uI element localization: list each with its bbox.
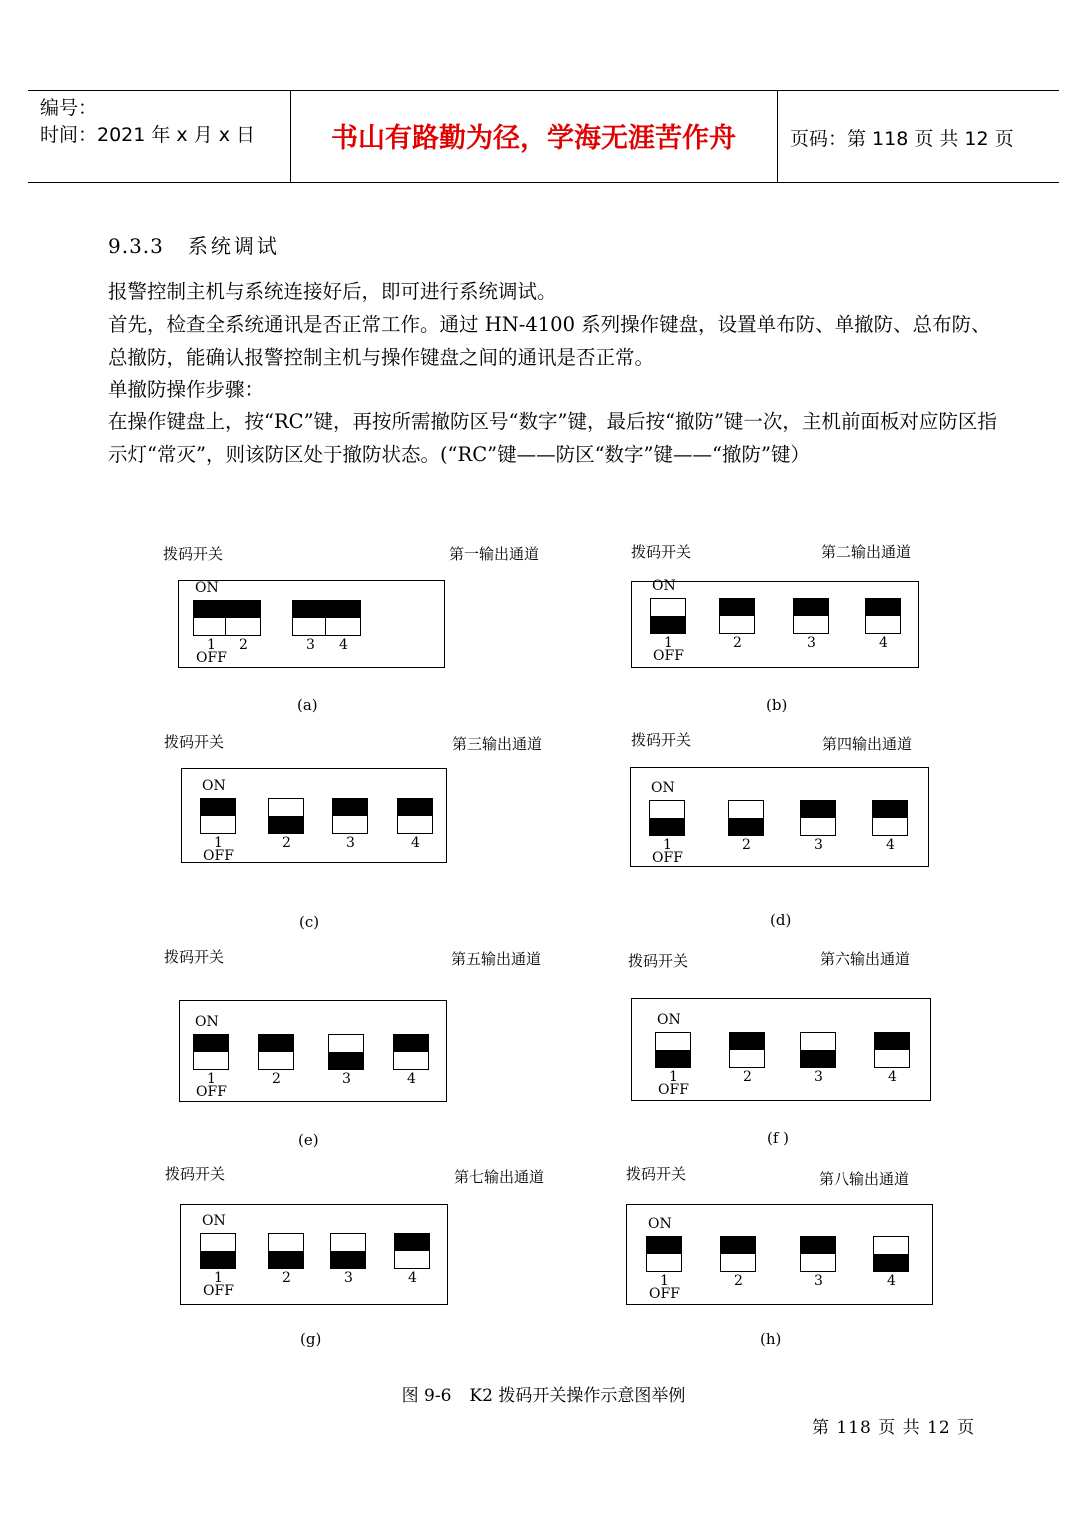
switch-lever [729,818,763,835]
channel-label: 第五输出通道 [451,950,542,968]
subfigure-caption: (d) [770,911,792,929]
switch-label: 拨码开关 [164,733,225,751]
section-number: 9.3.3 [108,234,164,258]
channel-label: 第三输出通道 [452,735,543,753]
dip-switch-2 [728,800,764,836]
subfigure-caption: (e) [298,1131,319,1149]
header-meta [40,95,255,149]
channel-label: 第六输出通道 [820,950,911,968]
switch-number: 1 [207,1071,216,1087]
switch-lever [194,601,228,618]
subfigure-caption: (c) [299,913,320,931]
subfigure-caption: (b) [766,696,788,714]
header-top-rule [28,90,1059,91]
switch-lever [801,1050,835,1067]
switch-lever [398,799,432,816]
page-footer: 第 118 页 共 12 页 [812,1418,976,1438]
switch-lever [395,1234,429,1251]
off-label: OFF [196,650,227,666]
dip-switch-2 [225,600,261,636]
dip-switch-2 [719,598,755,634]
on-label: ON [657,1012,681,1028]
dip-switch-4 [874,1032,910,1068]
switch-number: 3 [814,1273,823,1289]
dip-switch-4 [872,800,908,836]
switch-number: 2 [282,835,291,851]
switch-number: 2 [733,635,742,651]
dip-switch-4 [865,598,901,634]
switch-label: 拨码开关 [165,1165,226,1183]
switch-number: 3 [342,1071,351,1087]
switch-label: 拨码开关 [628,952,689,970]
switch-label: 拨码开关 [626,1165,687,1183]
switch-label: 拨码开关 [163,545,224,563]
on-label: ON [195,580,219,596]
switch-number: 1 [663,837,672,853]
switch-number: 3 [306,637,315,653]
switch-number: 1 [669,1069,678,1085]
switch-lever [194,1035,228,1052]
switch-number: 1 [664,635,673,651]
switch-lever [650,818,684,835]
switch-number: 1 [214,835,223,851]
switch-number: 1 [207,637,216,653]
switch-lever [656,1050,690,1067]
switch-number: 2 [272,1071,281,1087]
switch-number: 4 [339,637,348,653]
off-label: OFF [203,1283,234,1299]
switch-number: 2 [734,1273,743,1289]
switch-lever [333,799,367,816]
dip-switch-1 [655,1032,691,1068]
on-label: ON [202,1213,226,1229]
subfigure-caption: (g) [300,1330,322,1348]
dip-switch-4 [325,600,361,636]
switch-number: 4 [407,1071,416,1087]
off-label: OFF [203,848,234,864]
switch-lever [874,1254,908,1271]
switch-number: 2 [743,1069,752,1085]
switch-number: 4 [879,635,888,651]
paragraph: 首先，检查全系统通讯是否正常工作。通过 HN-4100 系列操作键盘，设置单布防、单撤防、总布防、总撤防，能确认报警控制主机与操作键盘之间的通讯是否正常。 [108,313,991,369]
switch-lever [730,1033,764,1050]
dip-switch-4 [393,1034,429,1070]
switch-number: 4 [886,837,895,853]
header-page-info: 页码：第 118 页 共 12 页 [790,128,1014,150]
off-label: OFF [653,648,684,664]
switch-number: 3 [807,635,816,651]
dip-switch-3 [292,600,328,636]
subfigure-caption: (f ) [767,1129,790,1147]
dip-switch-2 [258,1034,294,1070]
doc-number-label: 编号： [40,97,98,119]
on-label: ON [648,1216,672,1232]
switch-lever [394,1035,428,1052]
switch-lever [801,801,835,818]
switch-lever [201,1251,235,1268]
switch-number: 4 [411,835,420,851]
paragraph: 单撤防操作步骤： [108,378,265,401]
dip-switch-1 [649,800,685,836]
off-label: OFF [652,850,683,866]
dip-switch-3 [332,798,368,834]
dip-switch-2 [729,1032,765,1068]
dip-switch-3 [793,598,829,634]
figure-title: K2 拨码开关操作示意图举例 [469,1386,686,1406]
switch-number: 3 [346,835,355,851]
dip-switch-3 [800,1032,836,1068]
dip-switch-4 [394,1233,430,1269]
dip-switch-1 [200,1233,236,1269]
dip-switch-1 [646,1236,682,1272]
channel-label: 第四输出通道 [822,735,913,753]
switch-label: 拨码开关 [631,731,692,749]
section-title: 系统调试 [187,234,280,258]
switch-number: 4 [888,1069,897,1085]
switch-number: 4 [408,1270,417,1286]
subfigure-caption: (a) [297,696,318,714]
switch-lever [259,1035,293,1052]
switch-label: 拨码开关 [164,948,225,966]
off-label: OFF [658,1082,689,1098]
subfigure-caption: (h) [760,1330,782,1348]
switch-lever [647,1237,681,1254]
switch-lever [866,599,900,616]
header-motto: 书山有路勤为径，学海无涯苦作舟 [331,123,736,154]
figure-number: 图 9-6 [401,1386,452,1406]
dip-switch-3 [328,1034,364,1070]
switch-lever [293,601,327,618]
on-label: ON [651,780,675,796]
switch-lever [875,1033,909,1050]
switch-number: 2 [282,1270,291,1286]
dip-switch-1 [200,798,236,834]
dip-switch-3 [800,800,836,836]
channel-label: 第七输出通道 [454,1168,545,1186]
switch-lever [873,801,907,818]
paragraph: 报警控制主机与系统连接好后，即可进行系统调试。 [108,280,557,303]
switch-lever [794,599,828,616]
dip-switch-1 [650,598,686,634]
paragraph: 在操作键盘上，按“RC”键，再按所需撤防区号“数字”键，最后按“撤防”键一次，主机前面板对应防区指示灯“常灭”，则该防区处于撤防状态。(“RC”键——防区“数字”键——“撤防”键） [108,410,997,466]
figure-caption [0,1381,1087,1406]
switch-lever [331,1251,365,1268]
section-heading [108,230,280,259]
dip-switch-2 [720,1236,756,1272]
channel-label: 第八输出通道 [819,1170,910,1188]
off-label: OFF [196,1084,227,1100]
channel-label: 第一输出通道 [449,545,540,563]
on-label: ON [202,778,226,794]
switch-number: 4 [887,1273,896,1289]
doc-time-label: 时间：2021 年 x 月 x 日 [40,124,256,146]
switch-number: 3 [344,1270,353,1286]
switch-number: 1 [214,1270,223,1286]
dip-switch-1 [193,600,229,636]
switch-lever [801,1237,835,1254]
dip-switch-1 [193,1034,229,1070]
switch-label: 拨码开关 [631,543,692,561]
switch-lever [201,799,235,816]
dip-switch-2 [268,1233,304,1269]
switch-lever [326,601,360,618]
channel-label: 第二输出通道 [821,543,912,561]
dip-switch-3 [800,1236,836,1272]
dip-switch-3 [330,1233,366,1269]
dip-switch-4 [397,798,433,834]
switch-number: 1 [660,1273,669,1289]
off-label: OFF [649,1286,680,1302]
header-bottom-rule [28,182,1059,183]
switch-lever [269,1251,303,1268]
switch-number: 3 [814,1069,823,1085]
dip-switch-4 [873,1236,909,1272]
switch-lever [720,599,754,616]
switch-number: 3 [814,837,823,853]
switch-lever [651,616,685,633]
switch-lever [269,816,303,833]
switch-lever [329,1052,363,1069]
switch-number: 2 [239,637,248,653]
on-label: ON [652,578,676,594]
header-divider [777,90,778,182]
switch-lever [226,601,260,618]
dip-switch-2 [268,798,304,834]
on-label: ON [195,1014,219,1030]
switch-lever [721,1237,755,1254]
switch-number: 2 [742,837,751,853]
